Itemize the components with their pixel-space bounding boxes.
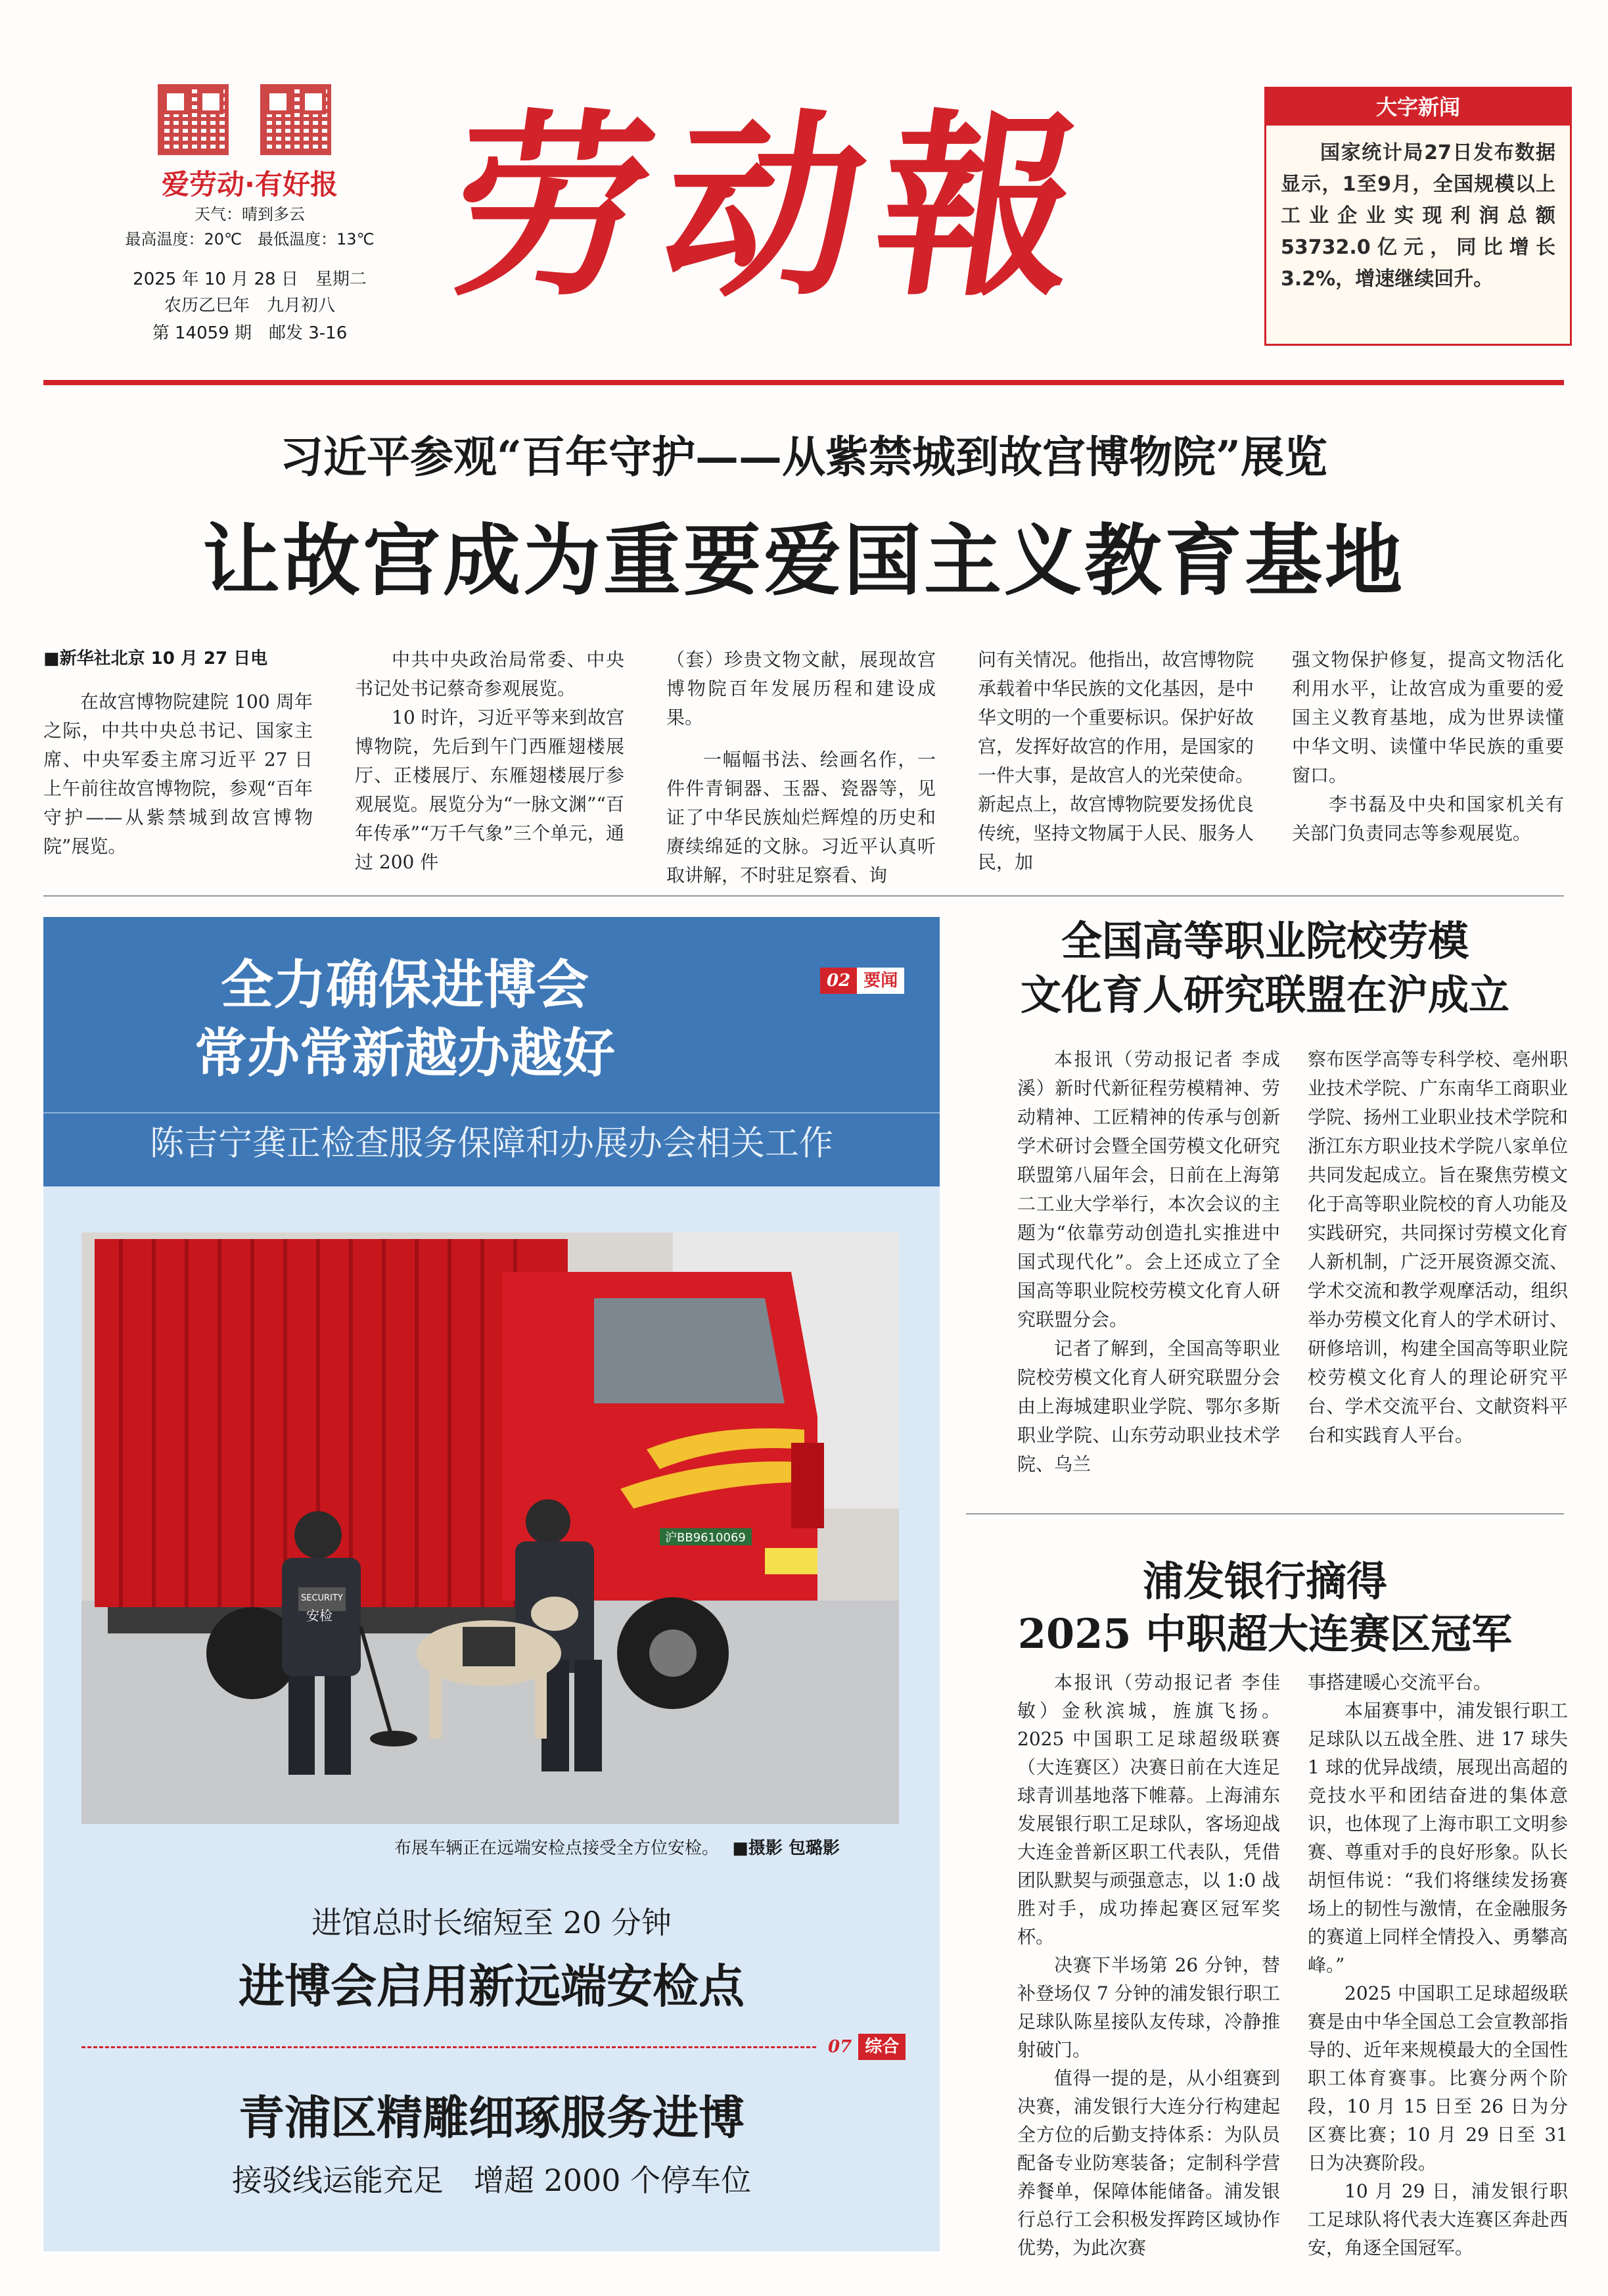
alliance-paragraph: 本报讯（劳动报记者 李成溪）新时代新征程劳模精神、劳动精神、工匠精神的传承与创新学术研讨会暨全国劳模文化研究联盟第八届年会，日前在上海第二工业大学举行，本次会议的主题为“依靠劳动创造扎实推进中国式现代化”。会上还成立了全国高等职业院校劳模文化育人研究联盟分会。 <box>1017 1048 1280 1330</box>
big-news-text: 国家统计局27日发布数据显示，1至9月，全国规模以上工业企业实现利润总额53732.0亿元，同比增长3.2%，增速继续回升。 <box>1281 141 1555 291</box>
story2-kicker[interactable]: 进馆总时长缩短至 20 分钟 <box>311 1905 672 1940</box>
slogan: 爱劳动·有好报 <box>162 168 338 200</box>
temperature: 最高温度：20℃ 最低温度：13℃ <box>125 230 375 248</box>
lead-headline[interactable]: 让故宫成为重要爱国主义教育基地 <box>202 515 1405 606</box>
header-rule <box>43 380 1564 385</box>
lunar-date: 农历乙巳年 九月初八 <box>164 296 335 316</box>
truck-security-check-illustration <box>81 1232 899 1824</box>
expo-section-tag[interactable] <box>820 968 904 994</box>
vest-text-cn: 安检 <box>306 1608 333 1624</box>
section-number: 02 <box>820 968 857 994</box>
vest-text: SECURITY <box>301 1593 343 1603</box>
section-divider <box>966 1513 1564 1514</box>
alliance-column-2 <box>1308 1045 1568 1450</box>
photo-caption <box>394 1835 894 1862</box>
football-title-line1[interactable]: 浦发银行摘得 <box>1142 1557 1387 1605</box>
story3-section-tag[interactable] <box>821 2034 906 2060</box>
lead-paragraph: 一幅幅书法、绘画名作，一件件青铜器、玉器、瓷器等，见证了中华民族灿烂辉煌的历史和赓续绵延的文脉。习近平认真听取讲解，不时驻足察看、询 <box>666 749 936 886</box>
lead-paragraph: 问有关情况。他指出，故宫博物院承载着中华民族的文化基因，是中华文明的一个重要标识。保护好故宫，发挥好故宫的作用，是国家的一件大事，是故宫人的光荣使命。新起点上，故宫博物院要发扬优良传统，坚持文物属于人民、服务人民，加 <box>978 649 1254 873</box>
alliance-paragraph: 察布医学高等专科学校、亳州职业技术学院、广东南华工商职业学院、扬州工业职业技术学院和浙江东方职业技术学院八家单位共同发起成立。旨在聚焦劳模文化于高等职业院校的育人功能及实践研究，共同探讨劳模文化育人新机制，广泛开展资源交流、学术交流和教学观摩活动，组织举办劳模文化育人的学术研讨、研修培训，构建全国高等职业院校劳模文化育人的理论研究平台、学术交流平台、文献资料平台和实践育人平台。 <box>1308 1048 1568 1446</box>
story3-title[interactable]: 青浦区精雕细琢服务进博 <box>239 2090 745 2145</box>
lead-column-5 <box>1292 645 1564 848</box>
lead-paragraph: 中共中央政治局常委、中央书记处书记蔡奇参观展览。 <box>355 649 624 699</box>
expo-title-line1[interactable]: 全力确保进博会 <box>221 954 589 1016</box>
alliance-column-1 <box>1017 1045 1280 1479</box>
lead-paragraph: 10 时许，习近平等来到故宫博物院，先后到午门西雁翅楼展厅、正楼展厅、东雁翅楼展厅参观展览。展览分为“一脉文渊”“百年传承”“万千气象”三个单元，通过 200 件 <box>355 707 624 873</box>
football-paragraph: 值得一提的是，从小组赛到决赛，浦发银行大连分行构建起全方位的后勤支持体系：为队员配备专业防寒装备；定制科学营养餐单，保障体能储备。浦发银行总行工会积极发挥跨区域协作优势，为此次赛 <box>1017 2067 1280 2259</box>
lead-column-4 <box>978 645 1254 877</box>
qr-code-icon <box>158 84 229 155</box>
lead-paragraph: 李书磊及中央和国家机关有关部门负责同志等参观展览。 <box>1292 793 1564 844</box>
lead-paragraph: （套）珍贵文物文献，展现故宫博物院百年发展历程和建设成果。 <box>666 649 936 728</box>
caption-text: 布展车辆正在远端安检点接受全方位安检。 <box>394 1839 720 1858</box>
weather: 天气：晴到多云 <box>195 205 305 223</box>
football-column-2 <box>1308 1668 1568 2262</box>
section-divider <box>43 895 1564 897</box>
lead-column-3 <box>666 645 936 890</box>
big-news-label: 大字新闻 <box>1266 89 1570 126</box>
lead-paragraph: 在故宫博物院建院 100 周年之际，中共中央总书记、国家主席、中央军委主席习近平 27 日上午前往故宫博物院，参观“百年守护——从紫禁城到故宫博物院”展览。 <box>43 691 313 857</box>
lead-column-1 <box>43 645 313 861</box>
section-number: 07 <box>828 2037 852 2057</box>
football-paragraph: 本届赛事中，浦发银行职工足球队以五战全胜、进 17 球失 1 球的优异战绩，展现出高超的竞技水平和团结奋进的集体意识，也体现了上海市职工文明参赛、尊重对手的良好形象。队长胡恒伟说：“我们将继续发扬赛场上的韧性与激情，在金融服务的赛道上同样全情投入、勇攀高峰。” <box>1308 1700 1568 1976</box>
alliance-title-line2[interactable]: 文化育人研究联盟在沪成立 <box>1020 971 1509 1019</box>
story3-subtitle: 接驳线运能充足 增超 2000 个停车位 <box>231 2163 752 2198</box>
lead-kicker[interactable]: 习近平参观“百年守护——从紫禁城到故宫博物院”展览 <box>280 431 1327 482</box>
football-paragraph: 决赛下半场第 26 分钟，替补登场仅 7 分钟的浦发银行职工足球队陈星接队友传球，冷静推射破门。 <box>1017 1954 1280 2061</box>
alliance-title-line1[interactable]: 全国高等职业院校劳模 <box>1061 917 1469 965</box>
football-paragraph: 事搭建暖心交流平台。 <box>1308 1672 1492 1693</box>
alliance-paragraph: 记者了解到，全国高等职业院校劳模文化育人研究联盟分会由上海城建职业学院、鄂尔多斯职业学院、山东劳动职业技术学院、乌兰 <box>1017 1338 1280 1475</box>
football-paragraph: 10 月 29 日，浦发银行职工足球队将代表大连赛区奔赴西安，角逐全国冠军。 <box>1308 2180 1568 2259</box>
football-paragraph: 2025 中国职工足球超级联赛是由中华全国总工会宣教部指导的、近年来规模最大的全国性职工体育赛事。比赛分两个阶段，10 月 15 日至 26 日为分区赛比赛；10 月 29 日至 31 日为决赛阶段。 <box>1308 1982 1568 2174</box>
lead-paragraph: 强文物保护修复，提高文物活化利用水平，让故宫成为重要的爱国主义教育基地，成为世界读懂中华文明、读懂中华民族的重要窗口。 <box>1292 649 1564 786</box>
section-label: 综合 <box>858 2034 906 2060</box>
section-label: 要闻 <box>857 968 904 994</box>
photo-credit: ■摄影 包璐影 <box>732 1839 840 1858</box>
qr-code-icon <box>260 84 331 155</box>
football-paragraph: 本报讯（劳动报记者 李佳敏）金秋滨城，旌旗飞扬。2025 中国职工足球超级联赛（大连赛区）决赛日前在大连足球青训基地落下帷幕。上海浦东发展银行职工足球队，客场迎战大连金普新区职工代表队，凭借团队默契与顽强意志，以 1:0 战胜对手，成功捧起赛区冠军奖杯。 <box>1017 1672 1280 1948</box>
expo-title-line2[interactable]: 常办常新越办越好 <box>195 1022 615 1084</box>
story2-title[interactable]: 进博会启用新远端安检点 <box>239 1959 745 2013</box>
expo-rule <box>43 1112 940 1113</box>
issue-number: 第 14059 期 邮发 3-16 <box>152 323 348 343</box>
big-news-box <box>1264 87 1572 346</box>
dateline: ■新华社北京 10 月 27 日电 <box>43 649 268 668</box>
story-divider <box>81 2046 816 2048</box>
expo-photo[interactable] <box>81 1232 899 1824</box>
truck-plate: 沪BB9610069 <box>665 1531 746 1545</box>
expo-subtitle: 陈吉宁龚正检查服务保障和办展办会相关工作 <box>149 1124 833 1163</box>
issue-date: 2025 年 10 月 28 日 星期二 <box>133 269 367 289</box>
masthead-logo: 劳动報 <box>437 91 1109 323</box>
lead-column-2 <box>355 645 624 877</box>
football-title-line2[interactable]: 2025 中职超大连赛区冠军 <box>1017 1610 1513 1658</box>
football-column-1 <box>1017 1668 1280 2262</box>
